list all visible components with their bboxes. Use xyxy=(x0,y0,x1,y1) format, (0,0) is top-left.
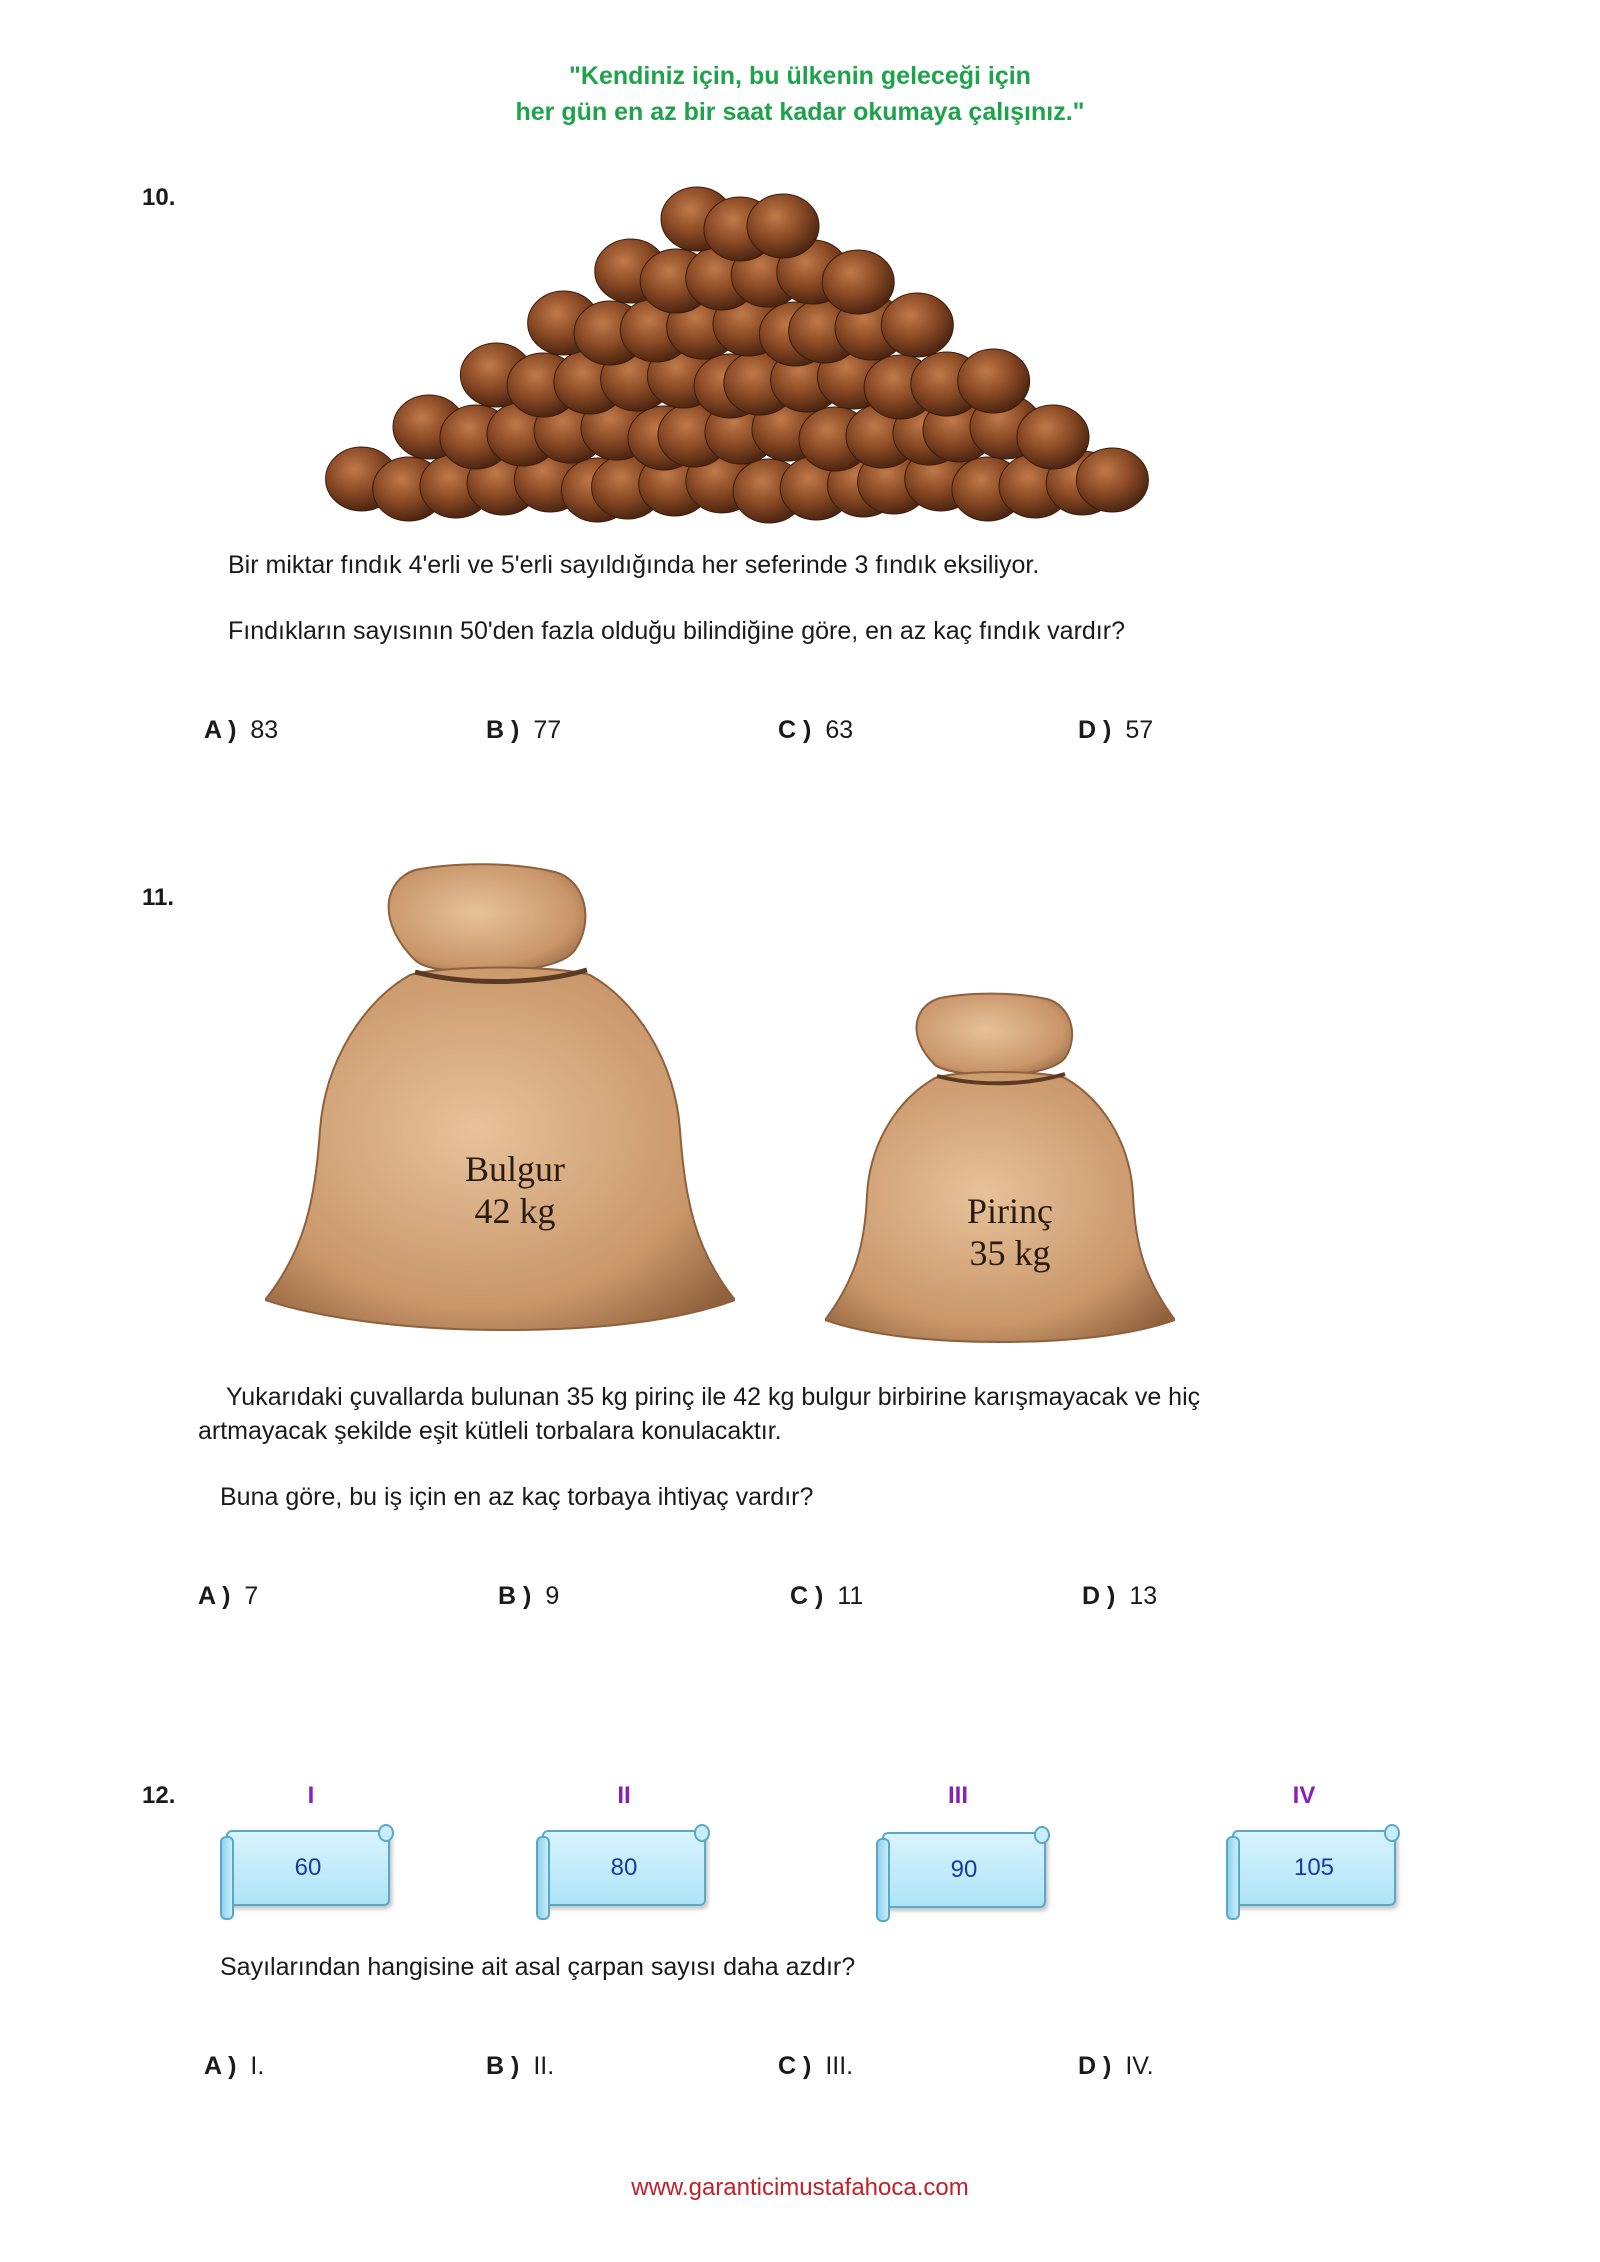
question-12-option-d[interactable] xyxy=(1078,2052,1154,2081)
bulgur-sack-label xyxy=(415,1148,615,1232)
option-letter: C ) xyxy=(778,2052,812,2080)
scroll-3-roman: III xyxy=(947,1782,968,1809)
scroll-1-roman: I xyxy=(307,1782,315,1809)
option-value: IV. xyxy=(1125,2052,1154,2080)
option-value: III. xyxy=(825,2052,854,2080)
question-11-text-1: Yukarıdaki çuvallarda bulunan 35 kg pirinç ile 42 kg bulgur birbirine karışmayacak ve hiç xyxy=(226,1383,1201,1411)
quote-line-2: her gün en az bir saat kadar okumaya çalışınız." xyxy=(515,98,1085,126)
scroll-3-value: 90 xyxy=(950,1856,978,1883)
header-quote xyxy=(0,58,1600,130)
scroll-1 xyxy=(226,1830,390,1906)
hazelnut xyxy=(1076,448,1148,512)
option-letter: A ) xyxy=(198,1582,231,1610)
question-10-text-2: Fındıkların sayısının 50'den fazla olduğu bilindiğine göre, en az kaç fındık vardır? xyxy=(228,617,1125,645)
scroll-2 xyxy=(542,1830,706,1906)
option-value: 77 xyxy=(533,716,562,744)
option-letter: D ) xyxy=(1078,2052,1112,2080)
question-11-option-c[interactable] xyxy=(790,1582,863,1611)
quote-line-1: "Kendiniz için, bu ülkenin geleceği için xyxy=(569,62,1031,90)
question-10-option-c[interactable] xyxy=(778,716,853,745)
option-value: I. xyxy=(250,2052,265,2080)
option-value: II. xyxy=(533,2052,555,2080)
scroll-4 xyxy=(1232,1830,1396,1906)
question-11-option-b[interactable] xyxy=(498,1582,559,1611)
question-10-option-a[interactable] xyxy=(204,716,278,745)
question-10-option-d[interactable] xyxy=(1078,716,1153,745)
option-value: 11 xyxy=(837,1582,864,1610)
option-letter: B ) xyxy=(498,1582,532,1610)
question-11-text-3: Buna göre, bu iş için en az kaç torbaya ihtiyaç vardır? xyxy=(220,1483,814,1511)
option-letter: A ) xyxy=(204,716,237,744)
scroll-4-value: 105 xyxy=(1293,1854,1335,1881)
scroll-3 xyxy=(882,1832,1046,1908)
footer-url[interactable]: www.garanticimustafahoca.com xyxy=(631,2174,969,2201)
scroll-4-roman: IV xyxy=(1292,1782,1316,1809)
question-12-text: Sayılarından hangisine ait asal çarpan sayısı daha azdır? xyxy=(220,1953,856,1981)
rice-sack-image xyxy=(825,990,1175,1365)
option-letter: A ) xyxy=(204,2052,237,2080)
scroll-2-roman: II xyxy=(617,1782,631,1809)
question-12-option-c[interactable] xyxy=(778,2052,853,2081)
bulgur-name: Bulgur xyxy=(464,1149,565,1189)
question-12-number: 12. xyxy=(142,1782,176,1809)
hazelnut xyxy=(958,349,1030,413)
option-letter: B ) xyxy=(486,716,520,744)
option-letter: B ) xyxy=(486,2052,520,2080)
question-12-option-b[interactable] xyxy=(486,2052,554,2081)
hazelnut xyxy=(881,293,953,357)
hazelnut xyxy=(1017,405,1089,469)
option-value: 7 xyxy=(244,1582,259,1610)
question-11-number: 11. xyxy=(142,884,175,911)
question-11-option-d[interactable] xyxy=(1082,1582,1157,1611)
option-letter: D ) xyxy=(1082,1582,1116,1610)
rice-weight: 35 kg xyxy=(969,1233,1051,1273)
option-value: 57 xyxy=(1125,716,1154,744)
rice-name: Pirinç xyxy=(967,1191,1053,1231)
bulgur-sack-image xyxy=(265,860,735,1360)
hazelnut xyxy=(747,194,819,258)
option-letter: C ) xyxy=(778,716,812,744)
question-11-text-2: artmayacak şekilde eşit kütleli torbalara konulacaktır. xyxy=(198,1417,782,1445)
scroll-2-value: 80 xyxy=(610,1854,638,1881)
option-value: 83 xyxy=(250,716,279,744)
hazelnut-pile-image xyxy=(285,155,1205,530)
question-10-number: 10. xyxy=(142,184,176,211)
hazelnut xyxy=(822,250,894,314)
question-10-option-b[interactable] xyxy=(486,716,561,745)
option-value: 13 xyxy=(1129,1582,1158,1610)
scroll-1-value: 60 xyxy=(294,1854,322,1881)
option-value: 63 xyxy=(825,716,854,744)
option-letter: D ) xyxy=(1078,716,1112,744)
question-10-text-1: Bir miktar fındık 4'erli ve 5'erli sayıldığında her seferinde 3 fındık eksiliyor. xyxy=(228,551,1040,579)
bulgur-weight: 42 kg xyxy=(474,1191,556,1231)
rice-sack-label xyxy=(920,1190,1100,1274)
question-12-option-a[interactable] xyxy=(204,2052,264,2081)
option-letter: C ) xyxy=(790,1582,824,1610)
option-value: 9 xyxy=(545,1582,560,1610)
question-11-option-a[interactable] xyxy=(198,1582,258,1611)
